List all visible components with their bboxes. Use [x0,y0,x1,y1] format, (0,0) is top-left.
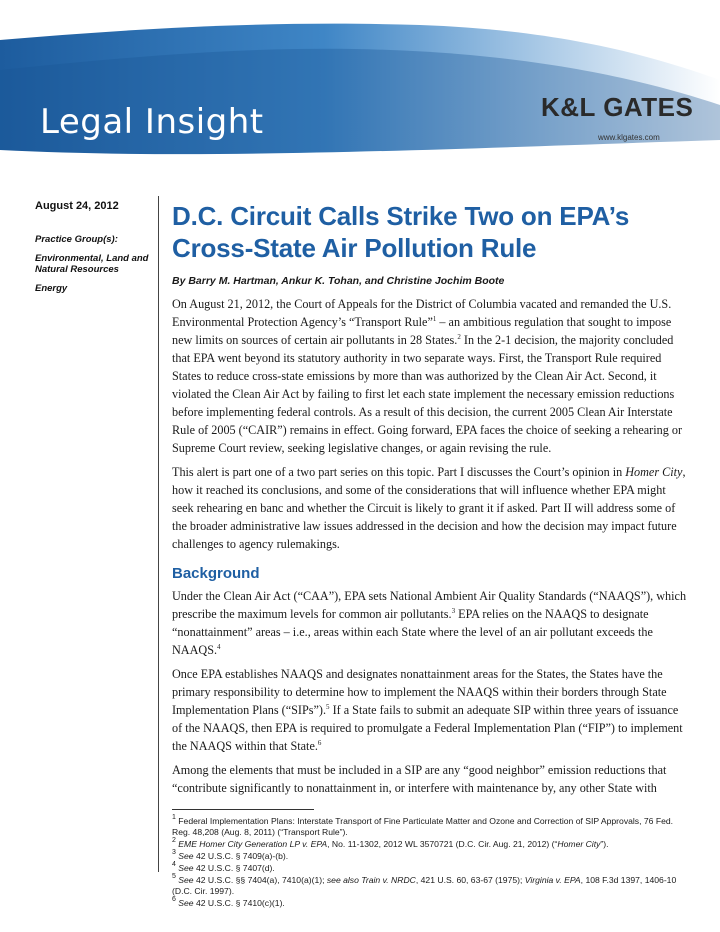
text-run: , how it reached its conclusions, and some of the considerations that will influence whether EPA might seek rehearing en banc and whether the Circuit is likely to grant it if asked. Part II will address some of the broader administrative law issues addressed in the decision and how the decision may impact future challenges to agency rulemakings. [172,465,686,551]
text-run: Under the Clean Air Act (“CAA”), EPA sets National Ambient Air Quality Standards (“NAAQS”), which prescribe the maximum levels for common air pollutants. [172,589,687,621]
footnote-text: Federal Implementation Plans: Interstate Transport of Fine Particulate Matter and Ozone and Correction of SIP Approvals, 76 Fed. Reg. 48,208 (Aug. 8, 2011) (“Transport Rule”). [172,816,674,837]
paragraph [172,587,687,659]
footnote-number: 2 [172,837,176,844]
footnote-ref: 4 [217,643,221,651]
footnote-number: 3 [172,849,176,856]
footnote-text: ”). [600,839,609,849]
paragraph [172,295,687,457]
byline: By Barry M. Hartman, Ankur K. Tohan, and Christine Jochim Boote [172,275,505,287]
footnote-text: 42 U.S.C. § 7407(d). [193,863,275,873]
case-name: EME Homer City Generation LP v. EPA [178,839,328,849]
footnote [172,875,687,897]
footnote-ref: 6 [317,739,322,747]
article [172,200,687,910]
firm-logo: K&L GATES [541,92,694,122]
practice-group-item: Environmental, Land and Natural Resources [35,253,149,275]
section-heading: Background [172,565,260,582]
text-run: This alert is part one of a two part series on this topic. Part I discusses the Court’s opinion in [172,465,626,479]
footnote [172,816,687,838]
text-run: On August 21, 2012, the Court of Appeals for the District of Columbia vacated and remanded the U.S. Environmental Protection Agency’s “Transport Rule” [172,297,672,329]
practice-groups-label: Practice Group(s): [35,234,118,245]
article-title: D.C. Circuit Calls Strike Two on EPA’s Cross-State Air Pollution Rule [172,201,630,263]
paragraph [172,665,687,755]
sidebar [35,200,157,294]
footnote-divider [172,809,314,810]
footnote-ref: 2 [457,333,461,341]
footnote-number: 4 [172,861,176,868]
footnote-text: , 108 F.3d 1397, 1406-10 (D.C. Cir. 1997). [172,875,677,896]
case-name: see also Train v. NRDC [326,875,416,885]
text-run: If a State fails to submit an adequate SIP within three years of issuance of the NAAQS, then EPA is required to promulgate a Federal Implementation Plan (“FIP”) to implement the NAAQS within that State. [172,703,683,753]
footnote-text: , 421 U.S. 60, 63-67 (1975); [415,875,525,885]
footnote-ref: 1 [432,315,437,323]
publication-date: August 24, 2012 [35,200,119,212]
signal-word: See [178,875,194,885]
firm-url: www.klgates.com [598,133,660,142]
footnote-text: 42 U.S.C. § 7409(a)-(b). [193,851,289,861]
banner-graphic [0,0,720,170]
header-banner [0,0,720,170]
footnote-number: 6 [172,896,176,903]
footnote-text: , No. 11-1302, 2012 WL 3570721 (D.C. Cir. Aug. 21, 2012) (“ [327,839,558,849]
footnote [172,863,687,874]
footnote-ref: 5 [326,703,330,711]
footnote [172,898,687,909]
signal-word: See [178,851,194,861]
text-run: EPA relies on the NAAQS to designate “nonattainment” areas – i.e., areas within each State where the level of an air pollutant exceeds the NAAQS. [172,607,653,657]
footnote-number: 5 [172,873,176,880]
case-name: Virginia v. EPA [524,875,581,885]
footnote-ref: 3 [451,607,456,615]
case-name: Homer City [557,839,601,849]
footnote-text: 42 U.S.C. § 7410(c)(1). [193,898,285,908]
signal-word: See [178,863,194,873]
footnote [172,851,687,862]
footnote [172,839,687,850]
series-title: Legal Insight [40,102,264,142]
text-run: In the 2-1 decision, the majority concluded that EPA went beyond its statutory authority in two separate ways. First, the Transport Rule required States to reduce cross-state emissions by more than was authorized by the Clean Air Act. Second, it violated the Clean Air Act by failing to first let each state implement the necessary emission reductions before implementing federal controls. As a result of this decision, the current 2005 Clean Air Interstate Rule of 2005 (“CAIR”) remains in effect. Going forward, EPA faces the choice of seeking a rehearing or Supreme Court review, seeking legislative changes, or again revising the rule. [172,333,683,455]
case-name: Homer City [625,465,683,479]
footnote-text: 42 U.S.C. §§ 7404(a), 7410(a)(1); [193,875,327,885]
signal-word: See [178,898,194,908]
paragraph: Among the elements that must be included in a SIP are any “good neighbor” emission reductions that “contribute significantly to nonattainment in, or interfere with maintenance by, any other State with [172,763,667,795]
practice-group-item: Energy [35,283,68,294]
column-divider [158,196,159,872]
paragraph [172,463,687,553]
footnote-number: 1 [172,814,176,821]
text-run: – an ambitious regulation that sought to impose new limits on sources of certain air pollutants in 28 States. [172,315,672,347]
text-run: Once EPA establishes NAAQS and designates nonattainment areas for the States, the States have the primary responsibility to determine how to implement the NAAQS within their borders through State Implementation Plans (“SIPs”). [172,667,667,717]
